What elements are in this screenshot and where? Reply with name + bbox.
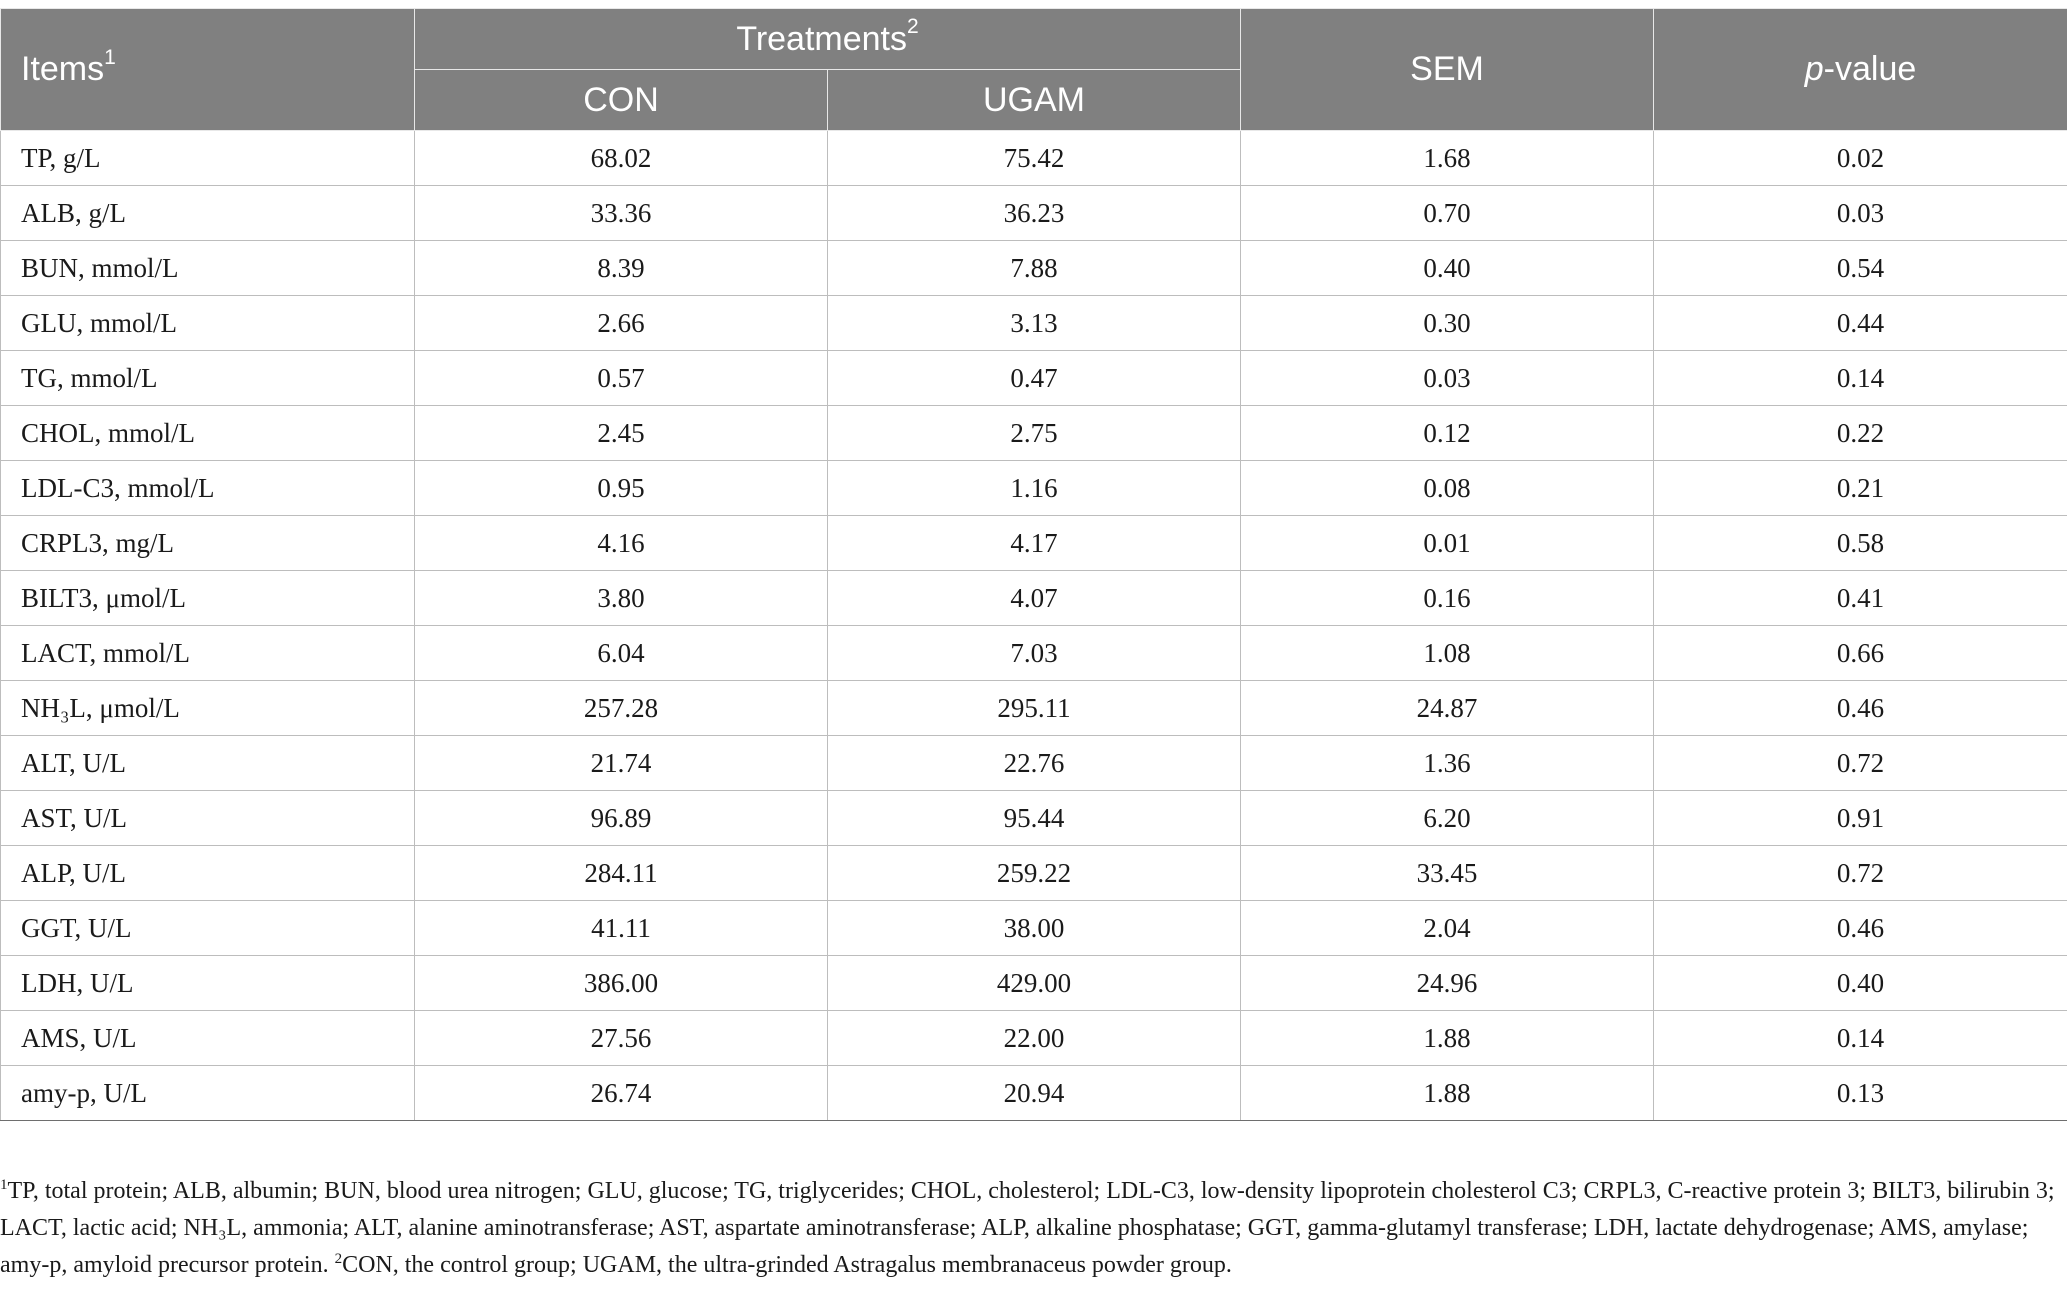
table-row [1,956,2067,1011]
cell-p: 0.66 [1654,626,2067,681]
cell-sem: 24.96 [1241,956,1654,1011]
cell-ugam: 75.42 [828,131,1241,186]
header-treatments: Treatments$^2$ [415,9,1241,70]
table-header [1,9,2067,131]
table-row [1,516,2067,571]
results-table [0,8,2067,1121]
table-row [1,791,2067,846]
table-row [1,571,2067,626]
cell-sem: 0.70 [1241,186,1654,241]
table-footnote: $^1$TP, total protein; ALB, albumin; BUN, blood urea nitrogen; GLU, glucose; TG, triglycerides; CHOL, cholesterol; LDL-C3, low-density lipoprotein cholesterol C3; CRPL3, C-reactive protein 3; BILT3, bilirubin 3; LACT, lactic acid; NH₃L, ammonia; ALT, alanine aminotransferase; AST, aspartate aminotransferase; ALP, alkaline phosphatase; GGT, gamma-glutamyl transferase; LDH, lactate dehydrogenase; AMS, amylase; amy-p, amyloid precursor protein. $^2$CON, the control group; UGAM, the ultra-grinded Astragalus membranaceus powder group. [0,1177,2055,1278]
cell-ugam: 0.47 [828,351,1241,406]
header-ugam: UGAM [828,70,1241,131]
cell-con: 27.56 [415,1011,828,1066]
cell-sem: 0.30 [1241,296,1654,351]
cell-p: 0.41 [1654,571,2067,626]
table-row [1,626,2067,681]
table-row [1,681,2067,736]
cell-con: 386.00 [415,956,828,1011]
cell-p: 0.40 [1654,956,2067,1011]
cell-p: 0.46 [1654,681,2067,736]
cell-sem: 0.03 [1241,351,1654,406]
cell-ugam: 3.13 [828,296,1241,351]
cell-item: CHOL, mmol/L [1,406,415,461]
cell-sem: 1.68 [1241,131,1654,186]
cell-con: 96.89 [415,791,828,846]
cell-item: LDL-C3, mmol/L [1,461,415,516]
cell-p: 0.22 [1654,406,2067,461]
table-row [1,1011,2067,1066]
cell-item: GGT, U/L [1,901,415,956]
cell-p: 0.58 [1654,516,2067,571]
cell-con: 284.11 [415,846,828,901]
cell-p: 0.54 [1654,241,2067,296]
cell-p: 0.14 [1654,351,2067,406]
cell-item: ALP, U/L [1,846,415,901]
cell-sem: 0.40 [1241,241,1654,296]
cell-sem: 24.87 [1241,681,1654,736]
cell-ugam: 259.22 [828,846,1241,901]
cell-p: 0.72 [1654,846,2067,901]
table-row [1,846,2067,901]
table-row [1,241,2067,296]
cell-con: 3.80 [415,571,828,626]
cell-item: AST, U/L [1,791,415,846]
cell-con: 6.04 [415,626,828,681]
table-row [1,296,2067,351]
cell-item: TG, mmol/L [1,351,415,406]
cell-sem: 0.16 [1241,571,1654,626]
cell-p: 0.13 [1654,1066,2067,1121]
cell-item: CRPL3, mg/L [1,516,415,571]
cell-ugam: 22.00 [828,1011,1241,1066]
cell-con: 8.39 [415,241,828,296]
cell-item: BUN, mmol/L [1,241,415,296]
cell-ugam: 36.23 [828,186,1241,241]
cell-item: ALB, g/L [1,186,415,241]
cell-con: 4.16 [415,516,828,571]
cell-ugam: 4.07 [828,571,1241,626]
cell-item: TP, g/L [1,131,415,186]
cell-item: GLU, mmol/L [1,296,415,351]
cell-sem: 1.36 [1241,736,1654,791]
cell-ugam: 429.00 [828,956,1241,1011]
cell-sem: 6.20 [1241,791,1654,846]
cell-p: 0.02 [1654,131,2067,186]
table-row [1,351,2067,406]
table-body [1,131,2067,1121]
cell-item: amy-p, U/L [1,1066,415,1121]
cell-con: 2.45 [415,406,828,461]
footnote-abbreviations: TP, total protein; ALB, albumin; BUN, blood urea nitrogen; GLU, glucose; TG, triglycerides; CHOL, cholesterol; LDL-C3, low-density lipoprotein cholesterol C3; CRPL3, C-reactive protein 3; BILT3, bilirubin 3; LACT, lactic acid; NH₃L, ammonia; ALT, alanine aminotransferase; AST, aspartate aminotransferase; ALP, alkaline phosphatase; GGT, gamma-glutamyl transferase; LDH, lactate dehydrogenase; AMS, amylase; amy-p, amyloid precursor protein. [0,1178,2055,1278]
table-row [1,736,2067,791]
header-p-value: p-value [1654,9,2067,131]
cell-con: 41.11 [415,901,828,956]
cell-ugam: 22.76 [828,736,1241,791]
cell-item: BILT3, μmol/L [1,571,415,626]
cell-p: 0.14 [1654,1011,2067,1066]
cell-con: 21.74 [415,736,828,791]
cell-sem: 0.08 [1241,461,1654,516]
cell-sem: 1.08 [1241,626,1654,681]
cell-ugam: 4.17 [828,516,1241,571]
cell-p: 0.21 [1654,461,2067,516]
cell-sem: 33.45 [1241,846,1654,901]
cell-ugam: 20.94 [828,1066,1241,1121]
table-row [1,131,2067,186]
cell-sem: 1.88 [1241,1011,1654,1066]
cell-sem: 0.01 [1241,516,1654,571]
table-row [1,1066,2067,1121]
cell-ugam: 7.88 [828,241,1241,296]
cell-ugam: 38.00 [828,901,1241,956]
cell-p: 0.03 [1654,186,2067,241]
cell-sem: 0.12 [1241,406,1654,461]
cell-p: 0.44 [1654,296,2067,351]
cell-con: 2.66 [415,296,828,351]
cell-item: ALT, U/L [1,736,415,791]
cell-p: 0.72 [1654,736,2067,791]
cell-p: 0.91 [1654,791,2067,846]
cell-item: LACT, mmol/L [1,626,415,681]
footnote-treatments: CON, the control group; UGAM, the ultra-grinded Astragalus membranaceus powder group. [342,1252,1232,1278]
cell-item: LDH, U/L [1,956,415,1011]
cell-ugam: 1.16 [828,461,1241,516]
cell-con: 257.28 [415,681,828,736]
table-row [1,186,2067,241]
cell-ugam: 295.11 [828,681,1241,736]
cell-con: 0.95 [415,461,828,516]
cell-ugam: 2.75 [828,406,1241,461]
header-items: Items$^1$ [1,9,415,131]
table-row [1,406,2067,461]
cell-sem: 2.04 [1241,901,1654,956]
cell-con: 33.36 [415,186,828,241]
table-row [1,901,2067,956]
header-sem: SEM [1241,9,1654,131]
cell-item: NH₃L, μmol/L [1,681,415,736]
cell-con: 26.74 [415,1066,828,1121]
cell-con: 0.57 [415,351,828,406]
cell-con: 68.02 [415,131,828,186]
table-row [1,461,2067,516]
cell-p: 0.46 [1654,901,2067,956]
cell-sem: 1.88 [1241,1066,1654,1121]
cell-ugam: 95.44 [828,791,1241,846]
cell-item: AMS, U/L [1,1011,415,1066]
header-con: CON [415,70,828,131]
cell-ugam: 7.03 [828,626,1241,681]
